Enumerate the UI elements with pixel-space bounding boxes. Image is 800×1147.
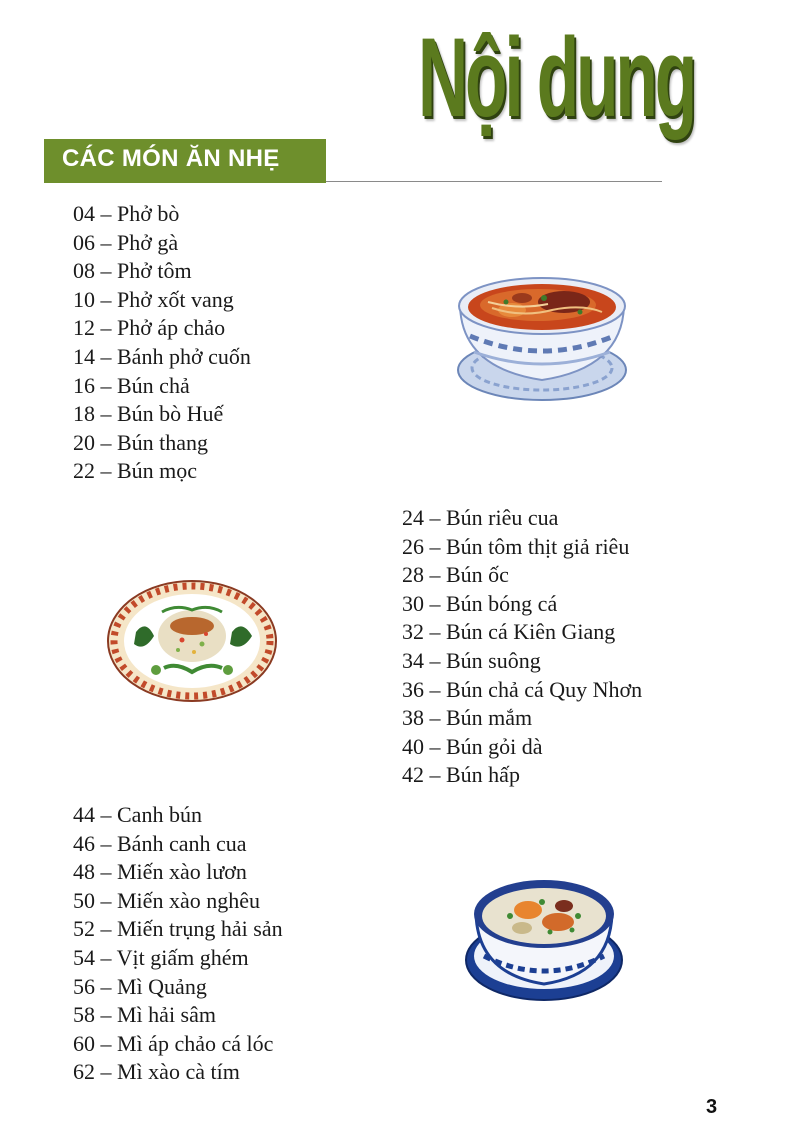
toc-list-3 xyxy=(73,801,283,1087)
toc-entry: 06 – Phở gà xyxy=(73,229,179,255)
seafood-soup-bowl-image xyxy=(462,856,626,1006)
toc-entry: 34 – Bún suông xyxy=(402,647,541,673)
toc-entry: 60 – Mì áp chảo cá lóc xyxy=(73,1030,274,1056)
toc-entry: 28 – Bún ốc xyxy=(402,562,509,588)
toc-entry: 30 – Bún bóng cá xyxy=(402,590,558,616)
page-number: 3 xyxy=(706,1096,718,1118)
toc-entry: 24 – Bún riêu cua xyxy=(402,505,559,530)
section-header-label: CÁC MÓN ĂN NHẸ xyxy=(62,145,280,172)
toc-entry: 56 – Mì Quảng xyxy=(73,973,207,999)
toc-entry: 04 – Phở bò xyxy=(73,201,180,226)
toc-entry: 18 – Bún bò Huế xyxy=(73,401,224,427)
toc-entry: 08 – Phở tôm xyxy=(73,258,192,284)
toc-entry: 58 – Mì hải sâm xyxy=(73,1002,216,1028)
toc-entry: 36 – Bún chả cá Quy Nhơn xyxy=(402,676,643,702)
toc-entry: 52 – Miến trụng hải sản xyxy=(73,916,283,942)
toc-entry: 38 – Bún mắm xyxy=(402,705,533,731)
toc-entry: 20 – Bún thang xyxy=(73,429,209,455)
toc-entry: 26 – Bún tôm thịt giả riêu xyxy=(402,533,630,559)
toc-entry: 62 – Mì xào cà tím xyxy=(73,1059,240,1085)
toc-list-1 xyxy=(73,200,251,486)
toc-entry: 22 – Bún mọc xyxy=(73,458,198,484)
toc-entry: 54 – Vịt giấm ghém xyxy=(73,944,249,970)
section-divider xyxy=(326,181,662,182)
noodle-soup-bowl-image xyxy=(452,258,632,406)
toc-entry: 10 – Phở xốt vang xyxy=(73,286,234,312)
toc-entry: 40 – Bún gỏi dà xyxy=(402,733,543,759)
toc-entry: 14 – Bánh phở cuốn xyxy=(73,343,251,369)
toc-list-2 xyxy=(402,504,642,790)
page-title: Nội dung xyxy=(418,15,695,140)
toc-entry: 50 – Miến xào nghêu xyxy=(73,887,260,913)
toc-entry: 48 – Miến xào lươn xyxy=(73,859,247,885)
toc-entry: 44 – Canh bún xyxy=(73,802,202,827)
toc-entry: 46 – Bánh canh cua xyxy=(73,830,247,856)
toc-entry: 16 – Bún chả xyxy=(73,372,190,398)
toc-entry: 42 – Bún hấp xyxy=(402,762,520,788)
toc-entry: 32 – Bún cá Kiên Giang xyxy=(402,619,616,645)
toc-entry: 12 – Phở áp chảo xyxy=(73,315,226,341)
fried-rice-plate-image xyxy=(106,574,278,704)
